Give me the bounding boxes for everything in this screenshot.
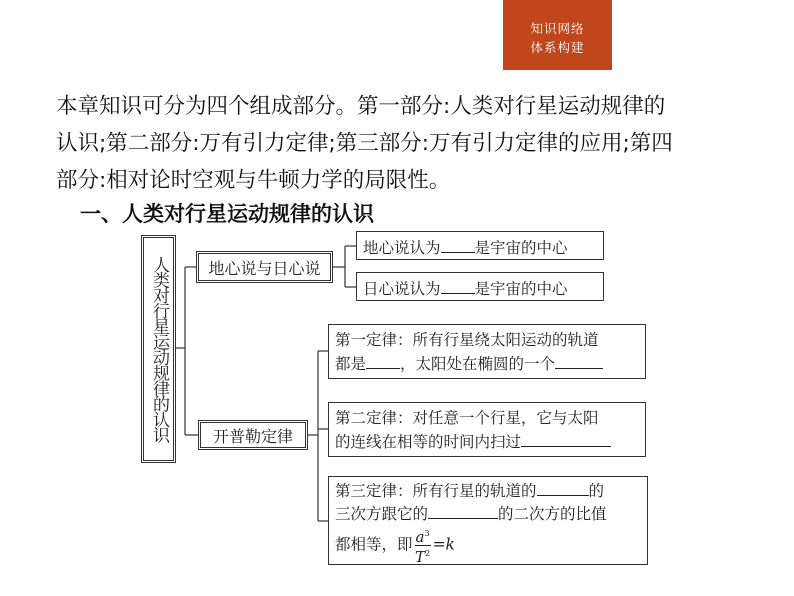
section-tab-line1: 知识网络 xyxy=(530,21,585,36)
third-law-line3-text: 都相等，即 xyxy=(335,535,413,554)
denominator-symbol: T xyxy=(414,548,425,566)
first-law-line1: 第一定律：所有行星绕太阳运动的轨道 xyxy=(335,331,599,349)
root-label: 人类对行星运动规律的认识 xyxy=(149,256,169,442)
kepler-third-law xyxy=(328,476,648,565)
first-law-line2b: ，太阳处在椭圆的一个 xyxy=(400,355,556,373)
fill-blank[interactable] xyxy=(428,504,498,519)
numerator-exponent: 3 xyxy=(424,529,430,538)
first-law-line2 xyxy=(335,352,639,376)
heliocentric-suffix: 是宇宙的中心 xyxy=(474,280,568,298)
denominator-exponent: 2 xyxy=(425,549,431,558)
branch2-label: 开普勒定律 xyxy=(212,426,293,446)
intro-line3: 部分:相对论时空观与牛顿力学的局限性。 xyxy=(56,168,451,193)
third-law-line1b: 的 xyxy=(588,482,605,500)
section-tab-line2: 体系构建 xyxy=(530,40,585,55)
branch1-label: 地心说与日心说 xyxy=(208,258,321,278)
intro-line2: 认识;第二部分:万有引力定律;第三部分:万有引力定律的应用;第四 xyxy=(56,131,673,156)
intro-line1: 本章知识可分为四个组成部分。第一部分:人类对行星运动规律的 xyxy=(56,94,666,119)
second-law-line2-text: 的连线在相等的时间内扫过 xyxy=(335,433,522,451)
third-law-line1 xyxy=(335,480,641,503)
geocentric-suffix: 是宇宙的中心 xyxy=(474,239,568,257)
fill-blank[interactable] xyxy=(441,279,475,294)
fraction-numerator xyxy=(415,526,431,546)
geocentric-leaf xyxy=(356,231,604,260)
third-law-line1a: 第三定律：所有行星的轨道的 xyxy=(335,482,537,500)
kepler-first-law xyxy=(328,324,646,379)
fill-blank[interactable] xyxy=(366,354,400,369)
third-law-line3 xyxy=(335,526,641,565)
heliocentric-leaf xyxy=(356,272,604,301)
branch-geocentric-heliocentric xyxy=(196,251,333,283)
first-law-line2a: 都是 xyxy=(335,355,367,373)
root-box xyxy=(141,235,176,463)
second-law-line1: 第二定律：对任意一个行星，它与太阳 xyxy=(335,409,599,427)
fill-blank[interactable] xyxy=(441,238,475,253)
second-law-line2 xyxy=(335,430,639,454)
equals-k: =k xyxy=(432,535,455,554)
fill-blank[interactable] xyxy=(521,432,611,447)
kepler-ratio-fraction xyxy=(415,526,431,565)
third-law-line2b: 的二次方的比值 xyxy=(498,505,607,523)
kepler-second-law xyxy=(328,402,646,457)
fill-blank[interactable] xyxy=(537,481,589,496)
section-heading: 一、人类对行星运动规律的认识 xyxy=(80,202,374,226)
heliocentric-prefix: 日心说认为 xyxy=(363,280,441,298)
fraction-denominator xyxy=(415,546,430,565)
geocentric-prefix: 地心说认为 xyxy=(363,239,441,257)
branch-kepler-laws xyxy=(198,420,308,450)
numerator-symbol: a xyxy=(415,528,425,546)
third-law-line2 xyxy=(335,503,641,526)
fill-blank[interactable] xyxy=(555,354,603,369)
third-law-line2a: 三次方跟它的 xyxy=(335,505,429,523)
